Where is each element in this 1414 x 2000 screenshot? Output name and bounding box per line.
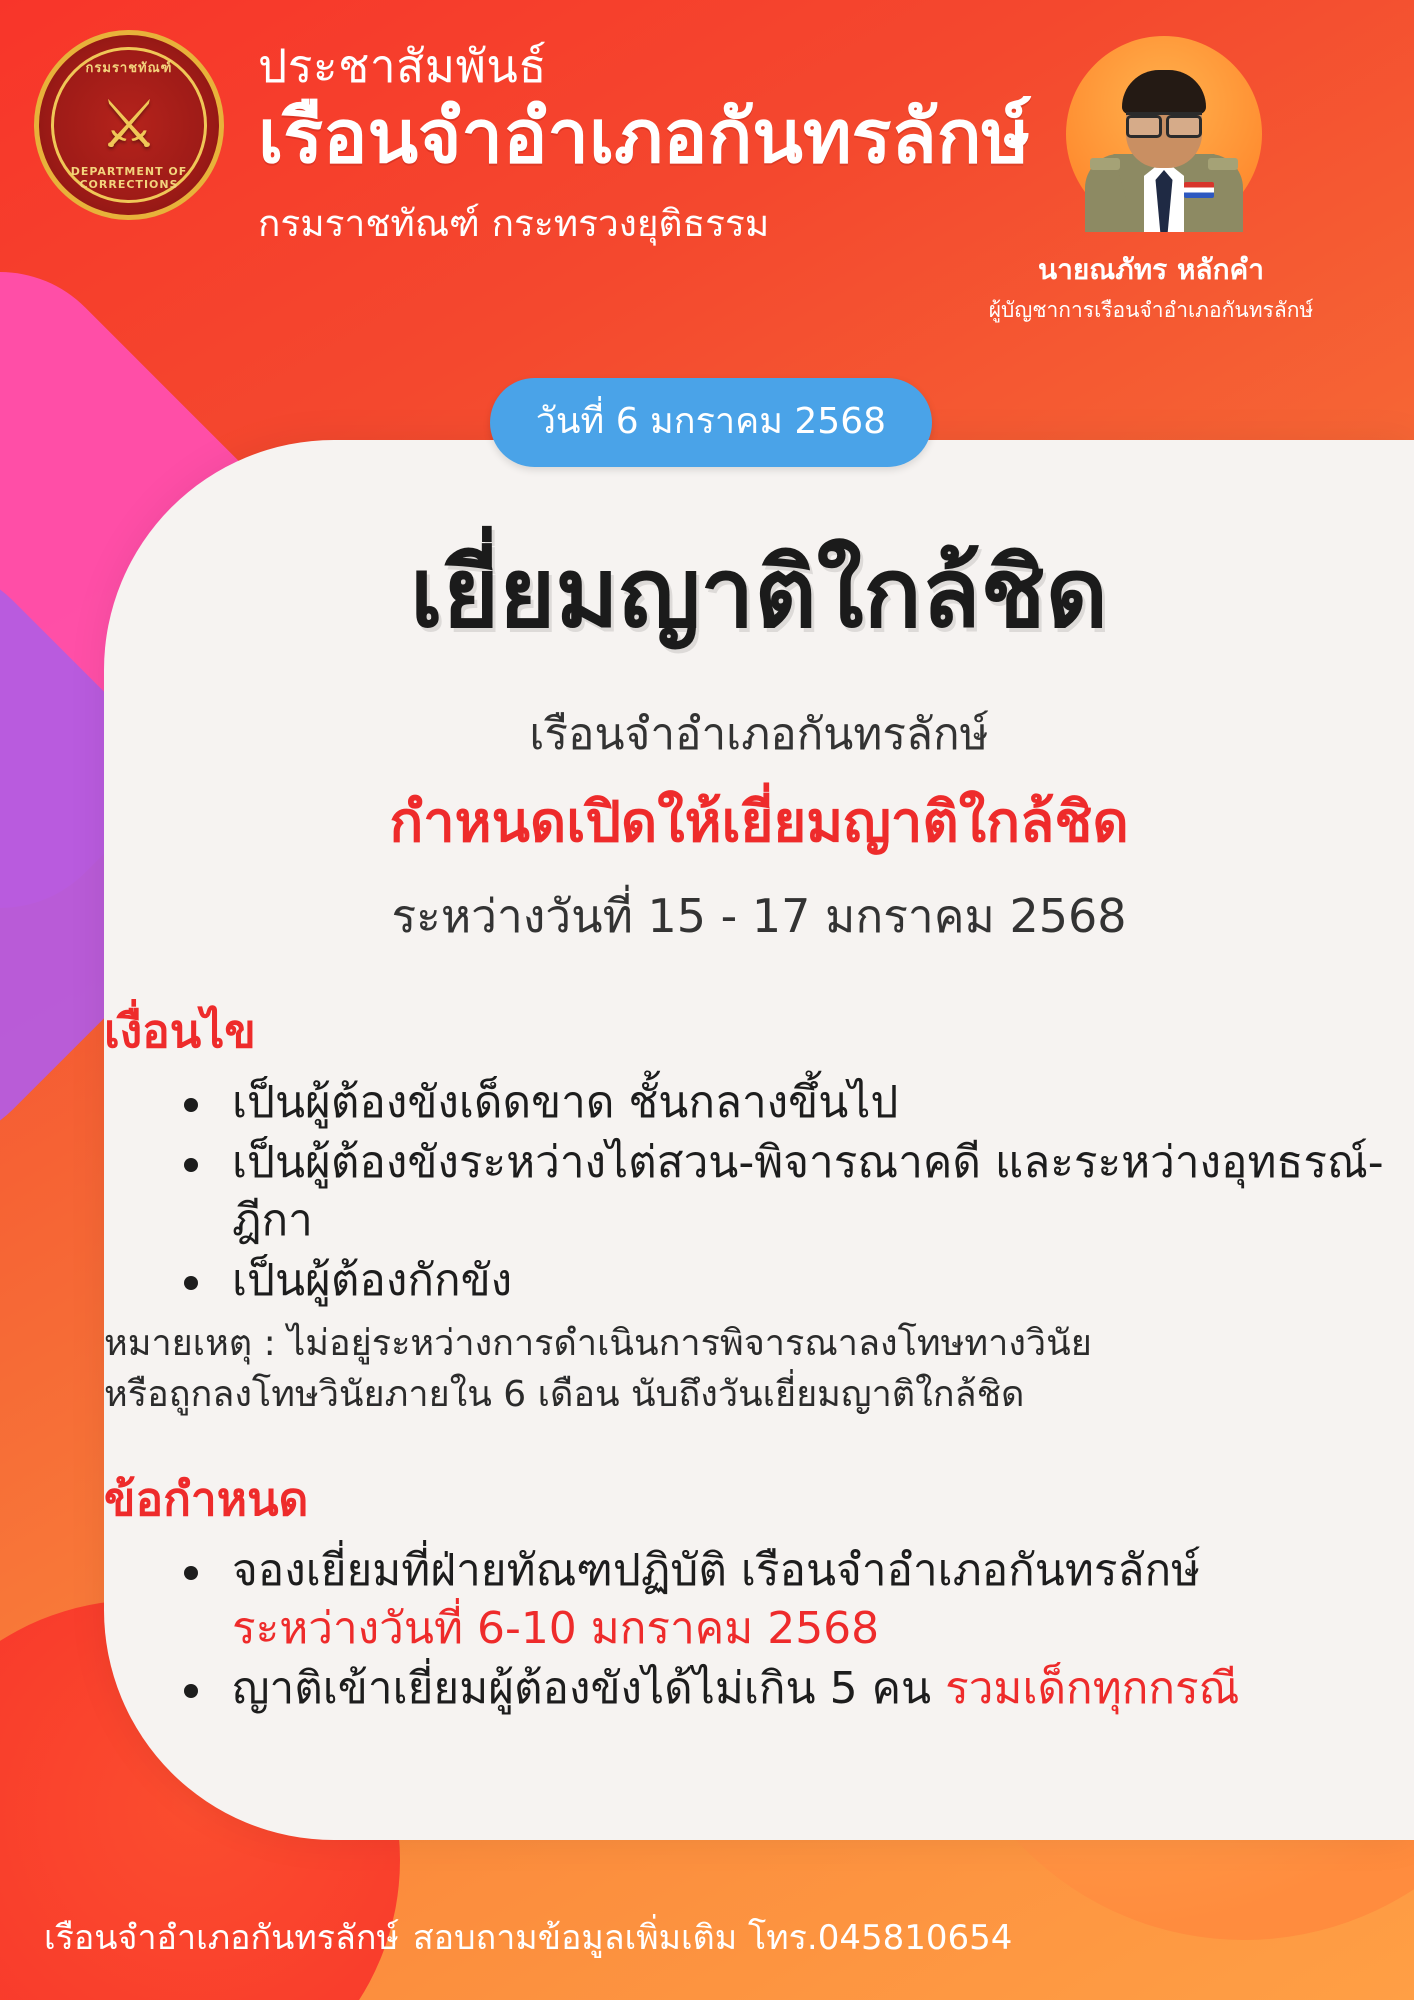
requirement-1-text: จองเยี่ยมที่ฝ่ายทัณฑปฏิบัติ เรือนจำอำเภอกันทรลักษ์ (232, 1544, 1201, 1596)
list-item: เป็นผู้ต้องขังระหว่างไต่สวน-พิจารณาคดี และระหว่างอุทธรณ์-ฎีกา (174, 1134, 1414, 1250)
requirements-heading: ข้อกำหนด (104, 1471, 309, 1526)
seal-top-text: กรมราชทัณฑ์ (85, 61, 173, 76)
requirements-section (104, 1463, 1414, 1718)
list-item (174, 1660, 1414, 1718)
officer-epaulette-left (1090, 158, 1120, 170)
department-seal-icon (34, 30, 224, 220)
header-text-block (258, 40, 1030, 253)
pr-label: ประชาสัมพันธ์ (258, 39, 547, 93)
seal-bottom-text: DEPARTMENT OF CORRECTIONS (70, 165, 188, 191)
conditions-note (104, 1318, 1414, 1420)
requirements-list (104, 1542, 1414, 1718)
officer-portrait-illustration (1084, 64, 1244, 232)
requirement-2-text: ญาติเข้าเยี่ยมผู้ต้องขังได้ไม่เกิน 5 คน (232, 1662, 946, 1714)
poster-header (0, 0, 1414, 360)
officer-glasses-icon (1126, 112, 1202, 130)
officer-hair (1122, 70, 1206, 114)
officer-ribbon-badge (1184, 182, 1214, 198)
officer-caption (916, 248, 1386, 327)
conditions-note-line-2: หรือถูกลงโทษวินัยภายใน 6 เดือน นับถึงวันเยี่ยมญาติใกล้ชิด (104, 1374, 1025, 1416)
subtitle-line-1: เรือนจำอำเภอกันทรลักษ์ (529, 709, 989, 760)
poster-body (104, 505, 1414, 1720)
footer-org: เรือนจำอำเภอกันทรลักษ์ (44, 1918, 399, 1958)
seal-emblem-glyph: ⚔ (99, 86, 159, 163)
date-badge: วันที่ 6 มกราคม 2568 (490, 378, 932, 467)
officer-position-text: ผู้บัญชาการเรือนจำอำเภอกันทรลักษ์ (988, 298, 1314, 322)
footer-contact: สอบถามข้อมูลเพิ่มเติม โทร.045810654 (412, 1918, 1013, 1958)
list-item: เป็นผู้ต้องขังเด็ดขาด ชั้นกลางขึ้นไป (174, 1074, 1414, 1132)
prison-name: เรือนจำอำเภอกันทรลักษ์ (258, 93, 1031, 180)
officer-name-text: นายณภัทร หลักคำ (1038, 253, 1264, 286)
conditions-note-line-1: หมายเหตุ : ไม่อยู่ระหว่างการดำเนินการพิจารณาลงโทษทางวินัย (104, 1323, 1092, 1365)
page-title: เยี่ยมญาติใกล้ชิด (410, 537, 1108, 649)
list-item: เป็นผู้ต้องกักขัง (174, 1252, 1414, 1310)
subtitle-line-2: กำหนดเปิดให้เยี่ยมญาติใกล้ชิด (389, 790, 1129, 855)
subtitle-line-3: ระหว่างวันที่ 15 - 17 มกราคม 2568 (391, 889, 1127, 943)
requirement-2-highlight: รวมเด็กทุกกรณี (945, 1662, 1240, 1714)
conditions-heading: เงื่อนไข (104, 1004, 256, 1058)
officer-epaulette-right (1208, 158, 1238, 170)
poster-footer (0, 1874, 1414, 2000)
list-item (174, 1542, 1414, 1658)
conditions-section (104, 995, 1414, 1421)
conditions-list (104, 1074, 1414, 1310)
officer-avatar (1066, 36, 1262, 232)
department-name: กรมราชทัณฑ์ กระทรวงยุติธรรม (258, 201, 770, 245)
requirement-1-highlight: ระหว่างวันที่ 6-10 มกราคม 2568 (232, 1602, 880, 1654)
